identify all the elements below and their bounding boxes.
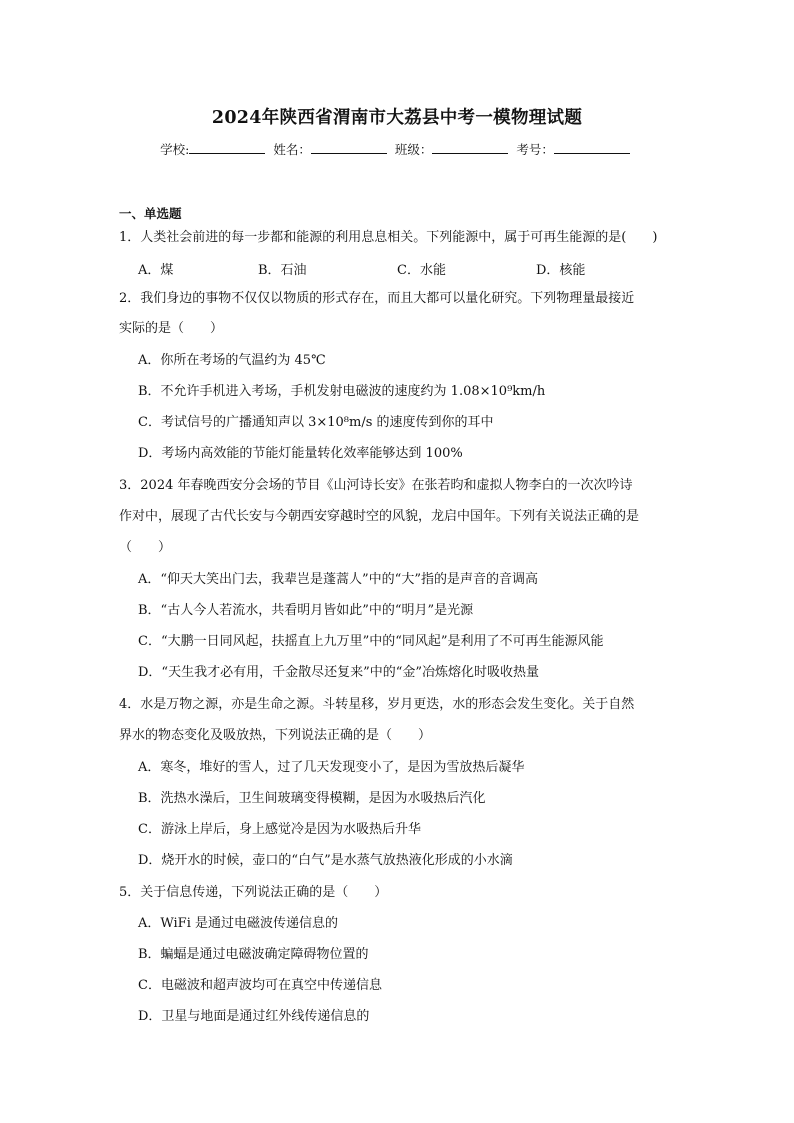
question-4-option-d: D．烧开水的时候，壶口的“白气”是水蒸气放热液化形成的小水滴: [138, 853, 513, 868]
page-title: 2024年陕西省渭南市大荔县中考一模物理试题: [211, 108, 583, 128]
school-label: 学校:: [160, 142, 190, 157]
question-3-stem-line-1: 3．2024 年春晚西安分会场的节目《山河诗长安》在张若昀和虚拟人物李白的一次次吟诗: [119, 478, 633, 493]
question-5-option-b: B．蝙蝠是通过电磁波确定障碍物位置的: [138, 947, 369, 962]
question-2-option-c: C．考试信号的广播通知声以 3×10⁸m/s 的速度传到你的耳中: [138, 415, 494, 430]
question-1-option-c: C．水能: [397, 263, 446, 278]
question-3-option-a: A．“仰天大笑出门去，我辈岂是蓬蒿人”中的“大”指的是声音的音调高: [138, 572, 538, 587]
question-3-option-d: D．“天生我才必有用，千金散尽还复来”中的“金”冶炼熔化时吸收热量: [138, 665, 540, 680]
class-field: [395, 139, 513, 158]
question-1-option-a: A．煤: [138, 263, 174, 278]
question-3-option-b: B．“古人今人若流水，共看明月皆如此”中的“明月”是光源: [138, 603, 474, 618]
name-blank[interactable]: [311, 139, 387, 154]
number-field: [516, 139, 634, 158]
number-blank[interactable]: [554, 139, 630, 154]
class-blank[interactable]: [432, 139, 508, 154]
name-field: [273, 139, 391, 158]
school-blank[interactable]: [189, 139, 265, 154]
number-label: 考号：: [516, 142, 554, 157]
question-4-option-c: C．游泳上岸后，身上感觉冷是因为水吸热后升华: [138, 822, 421, 837]
class-label: 班级：: [394, 142, 433, 157]
question-3-stem-line-2: 作对中，展现了古代长安与今朝西安穿越时空的风貌，龙启中国年。下列有关说法正确的是: [119, 509, 640, 524]
question-2-stem-line-1: 2．我们身边的事物不仅仅以物质的形式存在，而且大都可以量化研究。下列物理量最接近: [119, 291, 635, 306]
question-4-option-b: B．洗热水澡后，卫生间玻璃变得模糊，是因为水吸热后汽化: [138, 791, 486, 806]
question-1-stem: 1．人类社会前进的每一步都和能源的利用息息相关。下列能源中，属于可再生能源的是( ): [119, 230, 658, 245]
student-info-line: [0, 139, 794, 158]
question-2-option-b: B．不允许手机进入考场，手机发射电磁波的速度约为 1.08×10⁹km/h: [138, 384, 546, 399]
question-2-option-d: D．考场内高效能的节能灯能量转化效率能够达到 100%: [138, 446, 463, 461]
question-5-option-a: A．WiFi 是通过电磁波传递信息的: [138, 916, 338, 931]
question-5-stem: 5．关于信息传递，下列说法正确的是（ ）: [119, 885, 388, 900]
school-field: [160, 139, 269, 158]
question-2-stem-line-2: 实际的是（ ）: [119, 321, 224, 336]
question-1-option-d: D．核能: [536, 263, 586, 278]
question-5-option-d: D．卫星与地面是通过红外线传递信息的: [138, 1009, 370, 1024]
question-4-stem-line-1: 4．水是万物之源，亦是生命之源。斗转星移，岁月更迭，水的形态会发生变化。关于自然: [119, 697, 635, 712]
section-heading: 一、单选题: [119, 206, 182, 221]
question-3-stem-line-3: （ ）: [119, 540, 172, 555]
name-label: 姓名：: [273, 142, 311, 157]
question-3-option-c: C．“大鹏一日同风起，扶摇直上九万里”中的“同风起”是利用了不可再生能源风能: [138, 634, 604, 649]
question-5-option-c: C．电磁波和超声波均可在真空中传递信息: [138, 978, 382, 993]
question-2-option-a: A．你所在考场的气温约为 45℃: [138, 353, 326, 368]
question-4-option-a: A．寒冬，堆好的雪人，过了几天发现变小了，是因为雪放热后凝华: [138, 760, 525, 775]
question-4-stem-line-2: 界水的物态变化及吸放热，下列说法正确的是（ ）: [119, 728, 432, 743]
question-1-option-b: B．石油: [258, 263, 307, 278]
